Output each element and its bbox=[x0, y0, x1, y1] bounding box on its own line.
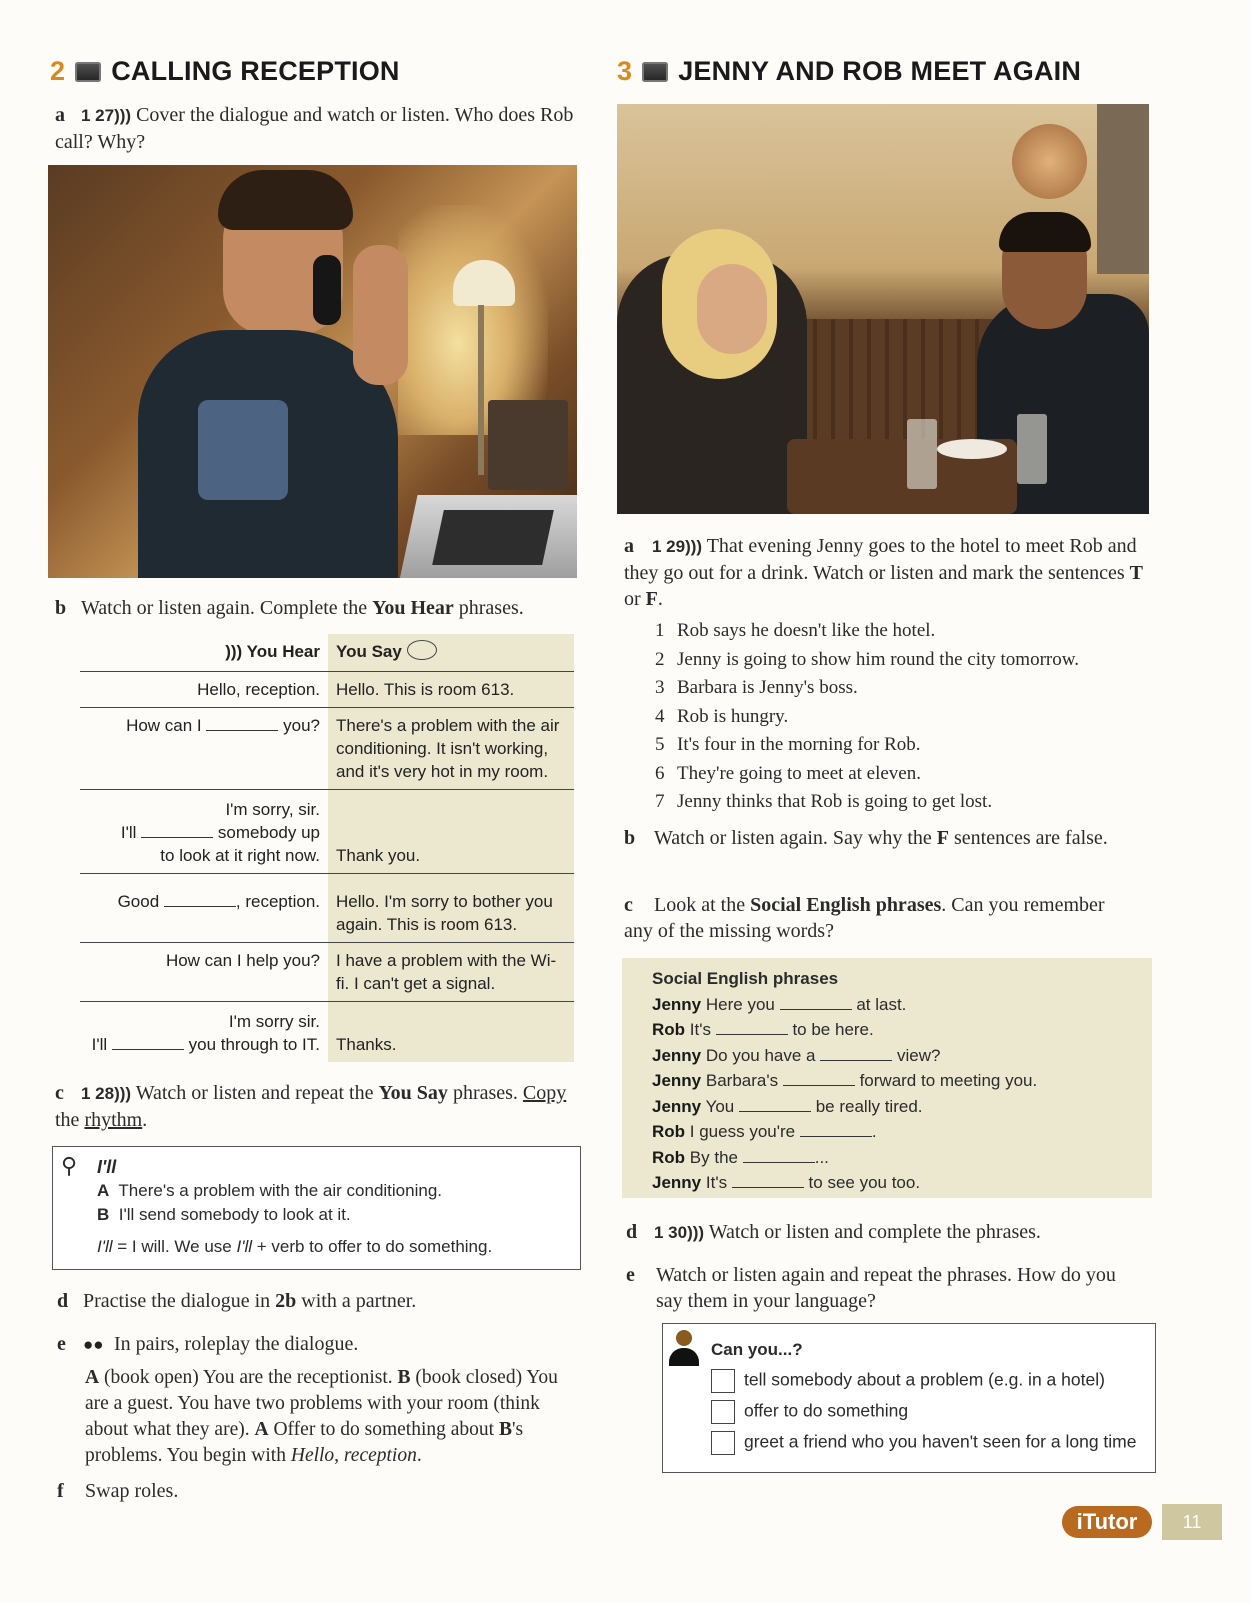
answer-blank[interactable] bbox=[780, 995, 852, 1010]
table-row: How can I help you? I have a problem with the Wi-fi. I can't get a signal. bbox=[80, 943, 574, 1002]
answer-blank[interactable] bbox=[141, 823, 213, 838]
answer-blank[interactable] bbox=[820, 1046, 892, 1061]
answer-blank[interactable] bbox=[716, 1020, 788, 1035]
photo-rob-calling bbox=[48, 165, 577, 578]
list-item: 7 Jenny thinks that Rob is going to get lost. bbox=[655, 791, 993, 812]
video-icon bbox=[75, 62, 101, 82]
answer-blank[interactable] bbox=[783, 1071, 855, 1086]
exercise-3c: c Look at the Social English phrases. Can you remember any of the missing words? bbox=[624, 894, 1105, 942]
list-item: 1 Rob says he doesn't like the hotel. bbox=[655, 620, 936, 641]
phrase-row: Jenny You be really tired. bbox=[652, 1096, 923, 1116]
exercise-3b: b Watch or listen again. Say why the F sentences are false. bbox=[624, 827, 1108, 849]
answer-blank[interactable] bbox=[800, 1122, 872, 1137]
table-row: Hello, reception. Hello. This is room 613. bbox=[80, 672, 574, 708]
sound-waves-icon: ))) bbox=[114, 106, 132, 125]
section-2-heading: 2 CALLING RECEPTION bbox=[50, 56, 400, 86]
sound-waves-icon: ))) bbox=[687, 1223, 705, 1242]
exercise-2a: a 1 27))) Cover the dialogue and watch or listen. Who does Rob call? Why? bbox=[55, 104, 574, 153]
ill-grammar-box: ⚲ I'll A There's a problem with the air conditioning. B I'll send somebody to look at it. I'll = I will. We use I'll + verb to offer to do something. bbox=[52, 1146, 581, 1270]
exercise-2f: f Swap roles. bbox=[57, 1480, 179, 1502]
table-row: I'm sorry, sir. I'll somebody up to look at it right now. Thank you. bbox=[80, 790, 574, 874]
answer-blank[interactable] bbox=[739, 1097, 811, 1112]
you-hear-header: ))) You Hear bbox=[80, 634, 328, 672]
sound-waves-icon: ))) bbox=[685, 537, 703, 556]
exercise-2e: e ●● In pairs, roleplay the dialogue. bbox=[57, 1331, 577, 1358]
social-english-phrases-box: Social English phrases Jenny Here you at last. Rob It's to be here. Jenny Do you have a view? Jenny Barbara's forward to meeting you. Jenny You be really tired. Rob I guess you're . Rob By the ... Jenny It's to see you too. bbox=[622, 958, 1152, 1198]
list-item: 2 Jenny is going to show him round the city tomorrow. bbox=[655, 648, 1079, 670]
sound-waves-icon: ))) bbox=[114, 1084, 132, 1103]
section-3-heading: 3 JENNY AND ROB MEET AGAIN bbox=[617, 56, 1082, 86]
phrase-row: Jenny Do you have a view? bbox=[652, 1045, 941, 1065]
can-you-item: greet a friend who you haven't seen for a long time bbox=[711, 1431, 1136, 1455]
phrase-row: Rob It's to be here. bbox=[652, 1020, 874, 1039]
checkbox[interactable] bbox=[711, 1400, 735, 1424]
phrase-row: Rob I guess you're . bbox=[652, 1122, 877, 1141]
magnifier-icon: ⚲ bbox=[61, 1153, 78, 1178]
answer-blank[interactable] bbox=[743, 1148, 815, 1163]
exercise-3d: d 1 30))) Watch or listen and complete the phrases. bbox=[626, 1221, 1041, 1243]
exercise-2e-body: A (book open) You are the receptionist. B (book closed) You are a guest. You have two problems with your room (think about what they are). A Offer to do something about B's problems. You begin with Hello, reception. bbox=[85, 1367, 558, 1466]
can-you-box: Can you...? tell somebody about a problem (e.g. in a hotel) offer to do something greet a friend who you haven't seen for a long time bbox=[662, 1323, 1156, 1473]
exercise-2d: d Practise the dialogue in 2b with a partner. bbox=[57, 1290, 417, 1312]
table-row: Good , reception. Hello. I'm sorry to bother you again. This is room 613. bbox=[80, 874, 574, 943]
dialogue-table bbox=[80, 634, 574, 1062]
phrase-row: Jenny Here you at last. bbox=[652, 994, 907, 1014]
list-item: 6 They're going to meet at eleven. bbox=[655, 762, 921, 784]
phrase-row: Jenny Barbara's forward to meeting you. bbox=[652, 1071, 1038, 1090]
phrase-row: Rob By the ... bbox=[652, 1147, 829, 1167]
you-say-header: You Say bbox=[328, 634, 574, 672]
list-item: 3 Barbara is Jenny's boss. bbox=[655, 677, 858, 698]
audio-track-1-30[interactable]: 1 30))) bbox=[654, 1223, 705, 1242]
can-you-item: offer to do something bbox=[711, 1400, 908, 1424]
table-row: How can I you? There's a problem with the air conditioning. It isn't working, and it's very hot in my room. bbox=[80, 708, 574, 790]
table-row: I'm sorry sir. I'll you through to IT. Thanks. bbox=[80, 1002, 574, 1063]
can-you-item: tell somebody about a problem (e.g. in a hotel) bbox=[711, 1369, 1105, 1393]
person-icon bbox=[669, 1330, 699, 1366]
photo-jenny-and-rob bbox=[617, 104, 1149, 514]
pair-work-icon: ●● bbox=[83, 1335, 104, 1354]
sound-waves-icon: ))) bbox=[225, 642, 247, 661]
phrase-row: Jenny It's to see you too. bbox=[652, 1173, 921, 1192]
exercise-2b: b Watch or listen again. Complete the You Hear phrases. bbox=[55, 597, 524, 619]
checkbox[interactable] bbox=[711, 1369, 735, 1393]
ill-note: I'll = I will. We use I'll + verb to offer to do something. bbox=[97, 1237, 493, 1256]
true-false-list bbox=[655, 617, 1155, 817]
checkbox[interactable] bbox=[711, 1431, 735, 1455]
list-item: 5 It's four in the morning for Rob. bbox=[655, 734, 921, 755]
exercise-2c: c 1 28))) Watch or listen and repeat the You Say phrases. Copy the rhythm. bbox=[55, 1082, 567, 1131]
answer-blank[interactable] bbox=[164, 892, 236, 907]
answer-blank[interactable] bbox=[112, 1035, 184, 1050]
audio-track-1-27[interactable]: 1 27))) bbox=[81, 106, 132, 125]
itutor-badge[interactable]: iTutor bbox=[1062, 1506, 1152, 1538]
answer-blank[interactable] bbox=[206, 716, 278, 731]
video-icon bbox=[642, 62, 668, 82]
audio-track-1-29[interactable]: 1 29))) bbox=[652, 537, 703, 556]
answer-blank[interactable] bbox=[732, 1173, 804, 1188]
exercise-3e: e Watch or listen again and repeat the phrases. How do you say them in your language? bbox=[626, 1264, 1116, 1312]
list-item: 4 Rob is hungry. bbox=[655, 705, 789, 727]
exercise-3a: a 1 29))) That evening Jenny goes to the hotel to meet Rob and they go out for a drink. Watch or listen and mark the sentences T or F. bbox=[624, 535, 1143, 610]
page-number: 11 bbox=[1162, 1504, 1222, 1540]
audio-track-1-28[interactable]: 1 28))) bbox=[81, 1084, 132, 1103]
speech-bubble-icon bbox=[407, 640, 437, 660]
